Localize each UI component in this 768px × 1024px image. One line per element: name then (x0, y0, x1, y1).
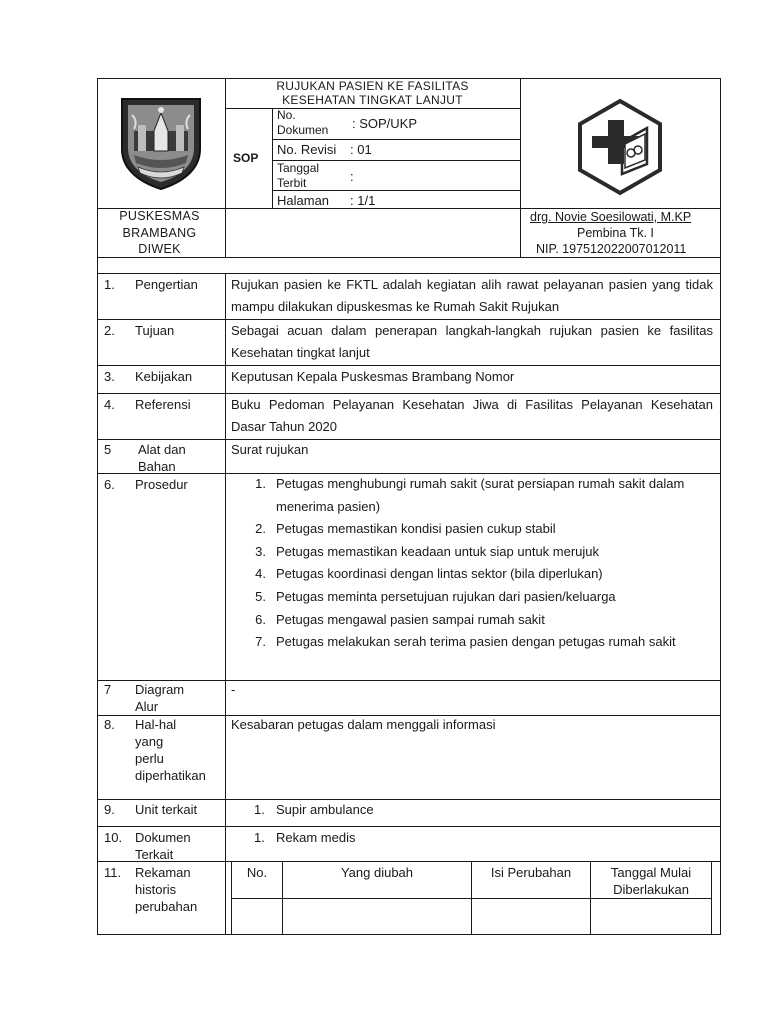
section-number: 1. (104, 277, 115, 292)
section-text-kebijakan: Keputusan Kepala Puskesmas Brambang Nomor (231, 369, 515, 384)
list-item: 2. Petugas memastikan kondisi pasien cukup stabil (255, 521, 556, 537)
section-label-dokumen-terkait: Dokumen Terkait (135, 830, 191, 862)
field-value-no-revisi: : 01 (350, 142, 372, 157)
signatory-name: drg. Novie Soesilowati, M.KP (530, 210, 692, 224)
section-number: 6. (104, 477, 115, 492)
prosedur-list (252, 473, 712, 654)
section-text-tujuan: Sebagai acuan dalam penerapan langkah-langkah rujukan pasien ke fasilitas Kesehatan tingkat lanjut (231, 323, 713, 360)
list-item: 1. Petugas menghubungi rumah sakit (surat persiapan rumah sakit dalam menerima pasien) (255, 476, 685, 514)
signatory-rank: Pembina Tk. I (577, 226, 654, 240)
section-number: 2. (104, 323, 115, 338)
section-text-dokumen-terkait: Rekam medis (276, 830, 356, 845)
field-label-no-revisi: No. Revisi (277, 142, 337, 157)
table-header-yang-diubah: Yang diubah (340, 865, 414, 880)
institution-name: PUSKESMAS BRAMBANG DIWEK (119, 209, 200, 256)
section-text-referensi: Buku Pedoman Pelayanan Kesehatan Jiwa di Fasilitas Pelayanan Kesehatan Dasar Tahun 2020 (231, 397, 713, 434)
section-number: 8. (104, 717, 115, 732)
section-number: 10. (104, 830, 123, 845)
section-text-hal-hal: Kesabaran petugas dalam menggali informasi (231, 717, 496, 732)
list-item: 4. Petugas koordinasi dengan lintas sektor (bila diperlukan) (255, 566, 603, 582)
table-header-isi-perubahan: Isi Perubahan (490, 865, 572, 880)
list-item: 7. Petugas melakukan serah terima pasien dengan petugas rumah sakit (255, 634, 676, 650)
health-cross-logo (577, 98, 663, 196)
section-label-diagram-alur: Diagram Alur (135, 682, 185, 714)
section-text-unit-terkait: Supir ambulance (276, 802, 374, 817)
field-value-tanggal-terbit: : (350, 169, 354, 184)
section-text-alat-bahan: Surat rujukan (231, 442, 309, 457)
list-item: 5. Petugas meminta persetujuan rujukan dari pasien/keluarga (255, 588, 616, 604)
section-label-rekaman: Rekaman historis perubahan (135, 865, 198, 914)
table-header-no: No. (246, 865, 268, 880)
table-header-tanggal-mulai: Tanggal Mulai Diberlakukan (610, 865, 692, 897)
section-text-pengertian: Rujukan pasien ke FKTL adalah kegiatan alih rawat pelayanan pasien yang tidak mampu dilakukan dipuskesmas ke Rumah Sakit Rujukan (231, 277, 713, 314)
section-label-kebijakan: Kebijakan (135, 369, 193, 384)
section-label-alat-bahan: Alat dan Bahan (138, 442, 186, 474)
list-item: 1. (254, 802, 265, 817)
sop-label: SOP (233, 151, 259, 165)
section-label-referensi: Referensi (135, 397, 191, 412)
field-label-halaman: Halaman (277, 193, 330, 208)
section-number: 7 (104, 682, 112, 697)
document-title: RUJUKAN PASIEN KE FASILITAS KESEHATAN TINGKAT LANJUT (276, 79, 469, 107)
signatory-nip: NIP. 197512022007012011 (536, 242, 687, 256)
section-number: 3. (104, 369, 115, 384)
section-text-diagram-alur: - (231, 682, 236, 697)
field-label-no-dokumen: No. Dokumen (277, 108, 329, 137)
section-number: 4. (104, 397, 115, 412)
regency-crest-logo (116, 95, 206, 191)
section-label-prosedur: Prosedur (135, 477, 188, 492)
field-value-halaman: : 1/1 (350, 193, 376, 208)
list-item: 6. Petugas mengawal pasien sampai rumah sakit (255, 611, 545, 627)
list-item: 3. Petugas memastikan keadaan untuk siap untuk merujuk (255, 543, 600, 559)
section-label-hal-hal: Hal-hal yang perlu diperhatikan (135, 717, 206, 783)
section-number: 5 (104, 442, 112, 457)
section-label-unit-terkait: Unit terkait (135, 802, 198, 817)
section-number: 11. (104, 865, 122, 880)
field-value-no-dokumen: : SOP/UKP (352, 116, 418, 131)
section-number: 9. (104, 802, 115, 817)
field-label-tanggal-terbit: Tanggal Terbit (277, 161, 320, 190)
list-item: 1. (254, 830, 265, 845)
section-label-tujuan: Tujuan (135, 323, 175, 338)
section-label-pengertian: Pengertian (135, 277, 198, 292)
